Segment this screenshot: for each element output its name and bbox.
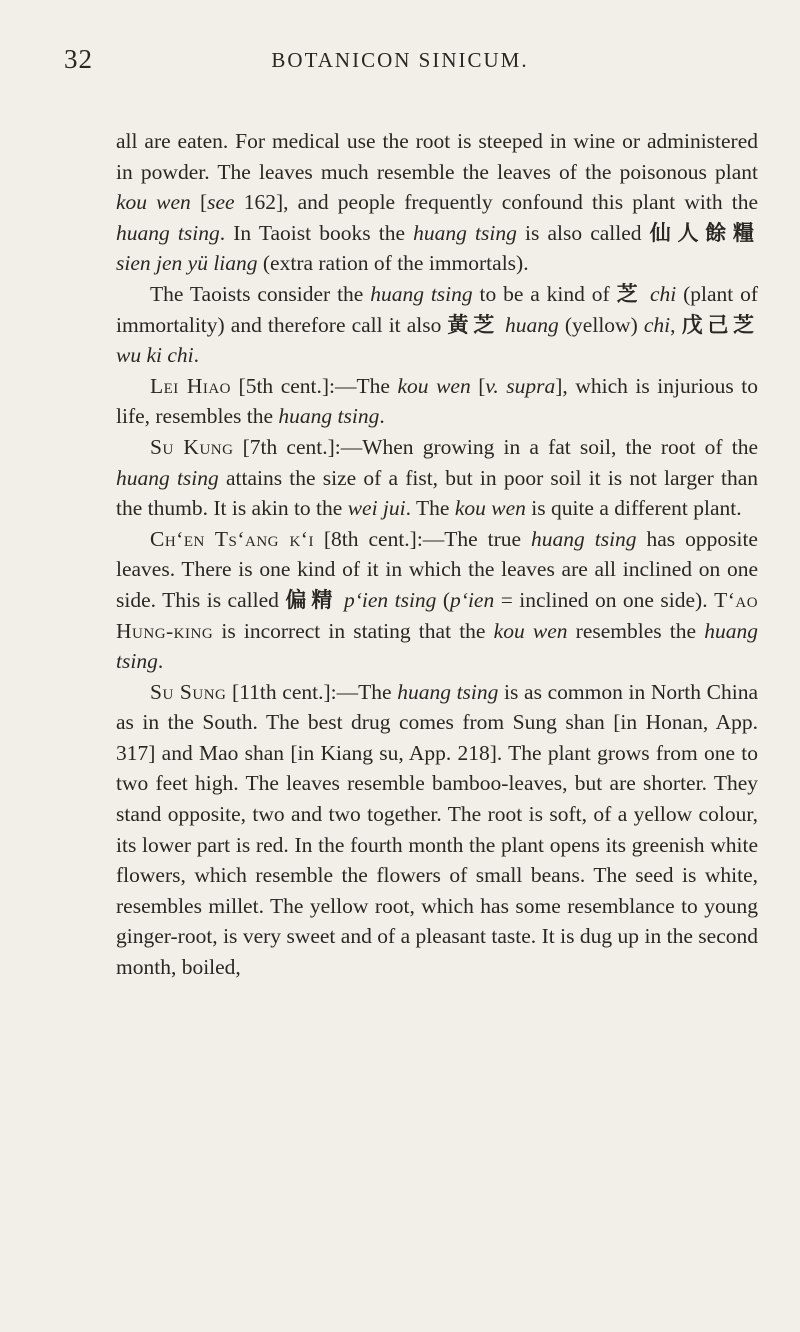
chinese-characters: 仙人餘糧 (649, 220, 758, 245)
italic-term: chi (649, 281, 677, 306)
italic-term: p‘ien (450, 587, 495, 612)
italic-term: huang (505, 312, 559, 337)
text-run: [ (190, 190, 208, 215)
italic-term: v. supra (485, 373, 556, 398)
text-run: , (670, 312, 682, 337)
text-run: all are eaten. For medical use the root is steeped in wine or administered in powder. The leaves much resemble the leaves of the poisonous plant (116, 129, 758, 184)
author-name: Ch‘en Ts‘ang k‘i (150, 526, 314, 551)
italic-term: huang tsing (278, 404, 380, 429)
text-run: to be a kind of (472, 281, 617, 306)
paragraph-p5 (116, 524, 758, 677)
text-run: (yellow) (558, 312, 644, 337)
paragraph-p4 (116, 432, 758, 524)
italic-term: chi (643, 312, 671, 337)
text-run: is quite a different plant. (525, 496, 742, 521)
italic-term: wu ki chi (116, 343, 194, 368)
text-run: is as common in North China as in the South. The best drug comes from Sung shan [in Honan, App. 317] and Mao shan [in Kiang su, App. 218]. The plant grows from one to two feet high. The leaves resemble bamboo-leaves, but are shorter. They stand opposite, two and two together. The root is soft, of a yellow colour, its lower part is red. In the fourth month the plant opens its greenish white flowers, which resemble the flowers of small beans. The seed is white, resembles millet. The yellow root, which has some resemblance to young ginger-root, is very sweet and of a pleasant taste. It is dug up in the second month, boiled, (116, 679, 759, 980)
italic-term: see (207, 190, 235, 215)
text-run: has opposite leaves. There is one kind of it in which the leaves are all inclined on one side. This is called (116, 526, 758, 612)
paragraph-p6 (116, 677, 758, 983)
italic-term: kou wen (397, 373, 471, 398)
text-run: ( (436, 587, 451, 612)
text-run: . In Taoist books the (219, 220, 414, 245)
text-run (643, 282, 650, 306)
italic-term: kou wen (116, 190, 191, 215)
italic-term: huang tsing (116, 618, 758, 674)
italic-term: p‘ien tsing (343, 587, 437, 612)
text-run: attains the size of a fist, but in poor soil it is not larger than the thumb. It is akin to the (116, 465, 758, 521)
text-run: 162], and people frequently confound this plant with the (234, 190, 758, 215)
chinese-characters: 黃芝 (447, 312, 499, 337)
text-run: [5th cent.]:—The (231, 373, 398, 398)
italic-term: huang tsing (531, 526, 637, 551)
text-run: . The (405, 496, 455, 521)
running-title: BOTANICON SINICUM. (271, 48, 529, 72)
text-run: The Taoists consider the (150, 281, 371, 306)
author-name: Lei Hiao (150, 373, 232, 398)
text-run: [ (470, 373, 486, 398)
page-number: 32 (64, 44, 93, 74)
text-run: . (193, 343, 199, 368)
italic-term: huang tsing (413, 220, 517, 245)
page-body-text (116, 126, 758, 983)
italic-term: kou wen (454, 496, 526, 521)
author-name: Su Sung (150, 679, 227, 704)
text-run: is also called (516, 220, 650, 245)
italic-term: kou wen (493, 618, 568, 643)
text-run: [11th cent.]:—The (226, 679, 398, 704)
italic-term: huang tsing (397, 679, 499, 704)
paragraph-p1 (116, 126, 758, 279)
chinese-characters: 芝 (616, 281, 644, 306)
italic-term: huang tsing (370, 281, 473, 306)
paragraph-p2 (116, 279, 758, 371)
italic-term: wei jui (347, 496, 406, 521)
author-name: Su Kung (150, 434, 234, 459)
text-run: [8th cent.]:—The true (313, 526, 532, 551)
paragraph-p3 (116, 371, 758, 432)
italic-term: huang tsing (116, 465, 219, 490)
text-run: [7th cent.]:—When growing in a fat soil, the root of the (233, 434, 758, 459)
text-run: . (379, 404, 385, 429)
text-run: resembles the (567, 618, 705, 643)
text-run: = inclined on one side). (494, 587, 715, 612)
page-header (64, 44, 736, 76)
italic-term: huang tsing (116, 220, 220, 245)
chinese-characters: 戊己芝 (681, 312, 759, 337)
chinese-characters: 偏精 (285, 587, 338, 612)
italic-term: sien jen yü liang (116, 251, 258, 276)
text-run: is incorrect in stating that the (213, 618, 494, 643)
text-run: . (157, 649, 164, 674)
author-name: T‘ao Hung-king (116, 587, 759, 643)
text-run: (plant of immortality) and therefore call it also (116, 281, 759, 337)
text-run: (extra ration of the immortals). (257, 251, 529, 276)
text-run: ], which is injurious to life, resembles the (116, 373, 758, 429)
